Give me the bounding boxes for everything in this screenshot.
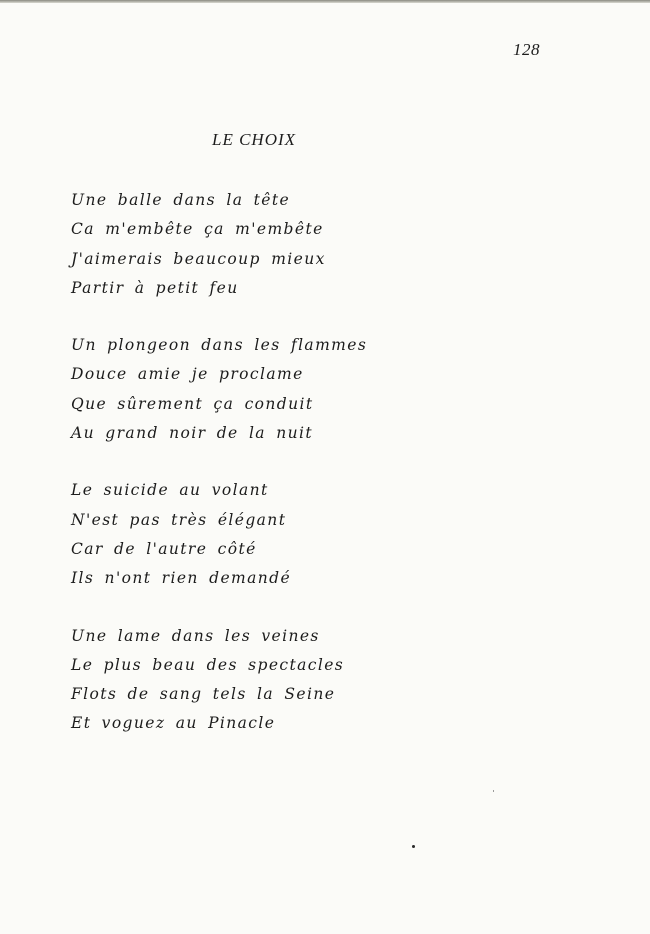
- stanza-1: [71, 186, 591, 303]
- poem-line: Et voguez au Pinacle: [71, 714, 276, 733]
- poem-line: Le plus beau des spectacles: [71, 655, 345, 674]
- poem-line: Le suicide au volant: [71, 481, 269, 500]
- poem-line: Douce amie je proclame: [71, 365, 304, 384]
- poem-line: Flots de sang tels la Seine: [71, 685, 336, 704]
- poem-line: Que sûrement ça conduit: [71, 394, 314, 413]
- poem-line: Une balle dans la tête: [71, 191, 291, 209]
- poem-line: Ca m'embête ça m'embête: [71, 220, 324, 239]
- poem-line: Car de l'autre côté: [71, 539, 257, 558]
- poem-line: J'aimerais beaucoup mieux: [71, 249, 326, 268]
- poem-line: Partir à petit feu: [71, 278, 239, 297]
- page-top-edge: [0, 0, 650, 3]
- poem-line: Une lame dans les veines: [71, 626, 320, 645]
- ink-speck: [412, 845, 415, 848]
- page-number: 128: [513, 40, 540, 59]
- stanza-4: [71, 622, 591, 739]
- stanza-2: [71, 331, 591, 448]
- stanza-3: [71, 476, 591, 593]
- poem-body: [71, 186, 591, 767]
- poem-line: N'est pas très élégant: [71, 510, 287, 529]
- poem-line: Ils n'ont rien demandé: [71, 569, 292, 588]
- poem-line: Un plongeon dans les flammes: [71, 336, 368, 355]
- paper-mark: [493, 790, 494, 792]
- poem-line: Au grand noir de la nuit: [71, 424, 314, 443]
- poem-title: LE CHOIX: [212, 130, 297, 149]
